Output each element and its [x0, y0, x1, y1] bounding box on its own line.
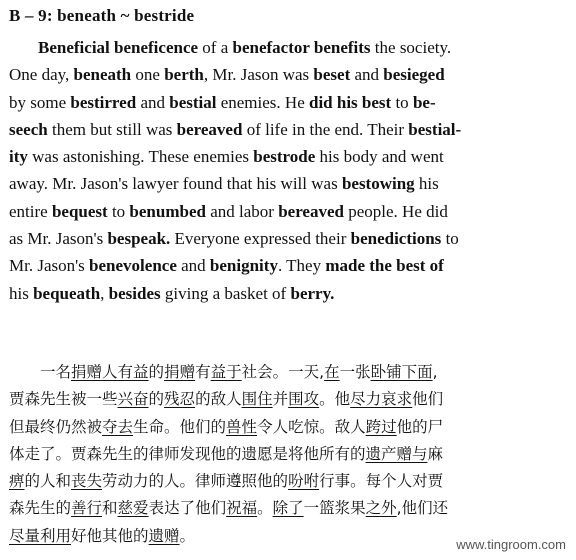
text-run: 和 [102, 499, 118, 518]
vocab-word: benumbed [129, 201, 206, 221]
vocab-word: benevolence [89, 256, 177, 276]
text-run: as Mr. Jason's [9, 229, 108, 249]
text-run: one [131, 65, 165, 85]
vocab-translation: 赠与 [396, 444, 428, 463]
vocab-translation: 祝福 [226, 499, 258, 518]
text-run: 行事。每个人对贾 [319, 472, 444, 491]
text-run: them but still was [47, 119, 177, 139]
english-paragraph [9, 34, 514, 307]
text-run: 的敌人 [195, 390, 242, 409]
vocab-word: bequeath [33, 283, 101, 303]
text-run: 并 [272, 390, 289, 409]
text-run: , [432, 363, 438, 381]
text-run: and labor [205, 201, 279, 221]
vocab-word: did his best [309, 92, 392, 112]
text-run: 。 [179, 526, 196, 545]
vocab-word: benedictions [350, 229, 442, 249]
text-run: One day, [9, 65, 74, 85]
text-run: 。他 [319, 390, 351, 409]
vocab-translation: 捐赠 [164, 363, 196, 381]
text-run: 的 [148, 363, 165, 381]
vocab-translation: 下面 [401, 363, 433, 381]
text-run: 他的尸 [396, 417, 444, 436]
english-line [9, 170, 514, 197]
vocab-word: beset [313, 65, 351, 85]
vocab-word: bestial [169, 92, 217, 112]
english-line [9, 116, 514, 143]
text-run: 有 [195, 363, 211, 381]
chinese-line [9, 359, 509, 386]
text-run: 一名 [40, 363, 72, 381]
vocab-translation: 卧铺 [370, 363, 402, 381]
vocab-word: bequest [51, 201, 108, 221]
vocab-translation: 益于 [210, 363, 242, 381]
text-run: enemies. He [216, 92, 309, 112]
vocab-word: besides [108, 283, 161, 303]
vocab-word: benefactor benefits [232, 38, 371, 57]
text-run: ,他们还 [396, 499, 449, 518]
text-run: and [136, 92, 170, 112]
vocab-word: bereaved [278, 201, 344, 221]
text-run: 的 [148, 390, 165, 409]
english-line [9, 280, 514, 307]
chinese-line [9, 495, 509, 522]
text-run: away. Mr. Jason's lawyer found that his will was [9, 174, 342, 194]
vocab-translation: 有益 [117, 363, 149, 381]
text-run: to [391, 92, 413, 112]
text-run: of life in the end. Their [242, 119, 409, 139]
english-line [9, 198, 514, 225]
text-run: and [176, 256, 210, 276]
vocab-translation: 慈爱 [117, 499, 149, 518]
text-run: 。 [257, 499, 273, 518]
english-line [9, 89, 514, 116]
vocab-word: benignity [209, 256, 278, 276]
vocab-translation: 之外 [365, 499, 397, 518]
text-run: by some [9, 92, 71, 112]
vocab-translation: 痹 [9, 472, 25, 491]
english-line [9, 143, 514, 170]
vocab-translation: 残忍 [164, 390, 196, 409]
vocab-translation: 围住 [241, 390, 273, 409]
text-run: Everyone expressed their [170, 229, 351, 249]
text-run: 一张 [339, 363, 371, 381]
vocab-translation: 兴奋 [117, 390, 149, 409]
text-run: 森先生的 [9, 499, 72, 518]
text-run: , Mr. Jason was [203, 65, 314, 85]
text-run: , [100, 283, 109, 303]
vocab-word: bestrode [253, 147, 316, 167]
vocab-word: bestial- [408, 119, 462, 139]
english-line [9, 225, 514, 252]
vocab-translation: 除了 [272, 499, 304, 518]
chinese-line [9, 414, 509, 441]
text-run: his [9, 283, 34, 303]
english-line [9, 252, 514, 279]
text-run: and [350, 65, 384, 85]
chinese-paragraph [9, 359, 509, 550]
section-heading: B – 9: beneath ~ bestride [9, 6, 195, 25]
vocab-translation: 在 [324, 363, 340, 381]
text-run: 好他其他的 [71, 526, 149, 545]
vocab-translation: 尽力 [350, 390, 382, 409]
vocab-word: berth [164, 65, 204, 85]
text-run: his body and went [315, 147, 444, 167]
english-line [9, 34, 514, 61]
vocab-word: beneath [73, 65, 132, 85]
vocab-translation: 夺去 [102, 417, 134, 436]
text-run: 体走了。贾森先生的律师发现他的遗愿是将他所有的 [9, 444, 366, 463]
text-run: people. He did [343, 201, 448, 221]
text-run: to [441, 229, 459, 249]
text-run: 但最终仍然被 [9, 417, 103, 436]
text-run: 表达了他们 [148, 499, 227, 518]
text-run: . They [277, 256, 326, 276]
vocab-translation: 丧失 [71, 472, 103, 491]
vocab-word: be- [412, 92, 436, 112]
site-watermark: www.tingroom.com [456, 537, 566, 552]
text-run: 贾森先生被一些 [9, 390, 118, 409]
text-run: 劳动力的人。律师遵照他的 [102, 472, 289, 491]
text-run: Mr. Jason's [9, 256, 90, 276]
text-run: 他们 [412, 390, 444, 409]
vocab-word: seech [9, 119, 48, 139]
vocab-translation: 吩咐 [288, 472, 320, 491]
vocab-word: bespeak. [107, 229, 171, 249]
text-run: 社会。一天, [241, 363, 325, 381]
text-run: 一篮浆果 [303, 499, 366, 518]
vocab-word: bereaved [176, 119, 243, 139]
vocab-translation: 善行 [71, 499, 103, 518]
text-run: to [107, 201, 130, 221]
vocab-translation: 遗赠 [148, 526, 180, 545]
vocab-word: bestowing [341, 174, 415, 194]
chinese-line [9, 523, 509, 550]
text-run: of a [198, 38, 233, 57]
vocab-translation: 捐赠人 [71, 363, 118, 381]
text-run: was astonishing. These enemies [27, 147, 254, 167]
vocab-word: Beneficial [38, 38, 110, 57]
chinese-line [9, 468, 509, 495]
text-run: 麻 [427, 444, 444, 463]
text-run: the society. [370, 38, 452, 57]
text-run: entire [9, 201, 52, 221]
vocab-word: ity [9, 147, 28, 167]
vocab-translation: 围攻 [288, 390, 320, 409]
vocab-translation: 遗产 [365, 444, 397, 463]
vocab-translation: 兽性 [226, 417, 258, 436]
text-run: giving a basket of [160, 283, 291, 303]
chinese-line [9, 386, 509, 413]
vocab-translation: 尽量利用 [9, 526, 72, 545]
vocab-word: besieged [383, 65, 445, 85]
vocab-translation: 哀求 [381, 390, 413, 409]
vocab-word: made the best of [325, 256, 444, 276]
english-line [9, 61, 514, 88]
chinese-line [9, 441, 509, 468]
text-run: 生命。他们的 [133, 417, 227, 436]
text-run: 的人和 [24, 472, 72, 491]
vocab-word: bestirred [70, 92, 137, 112]
vocab-word: berry. [290, 283, 335, 303]
vocab-word: beneficence [114, 38, 199, 57]
text-run: 令人吃惊。敌人 [257, 417, 366, 436]
text-run: his [414, 174, 439, 194]
vocab-translation: 跨过 [365, 417, 397, 436]
